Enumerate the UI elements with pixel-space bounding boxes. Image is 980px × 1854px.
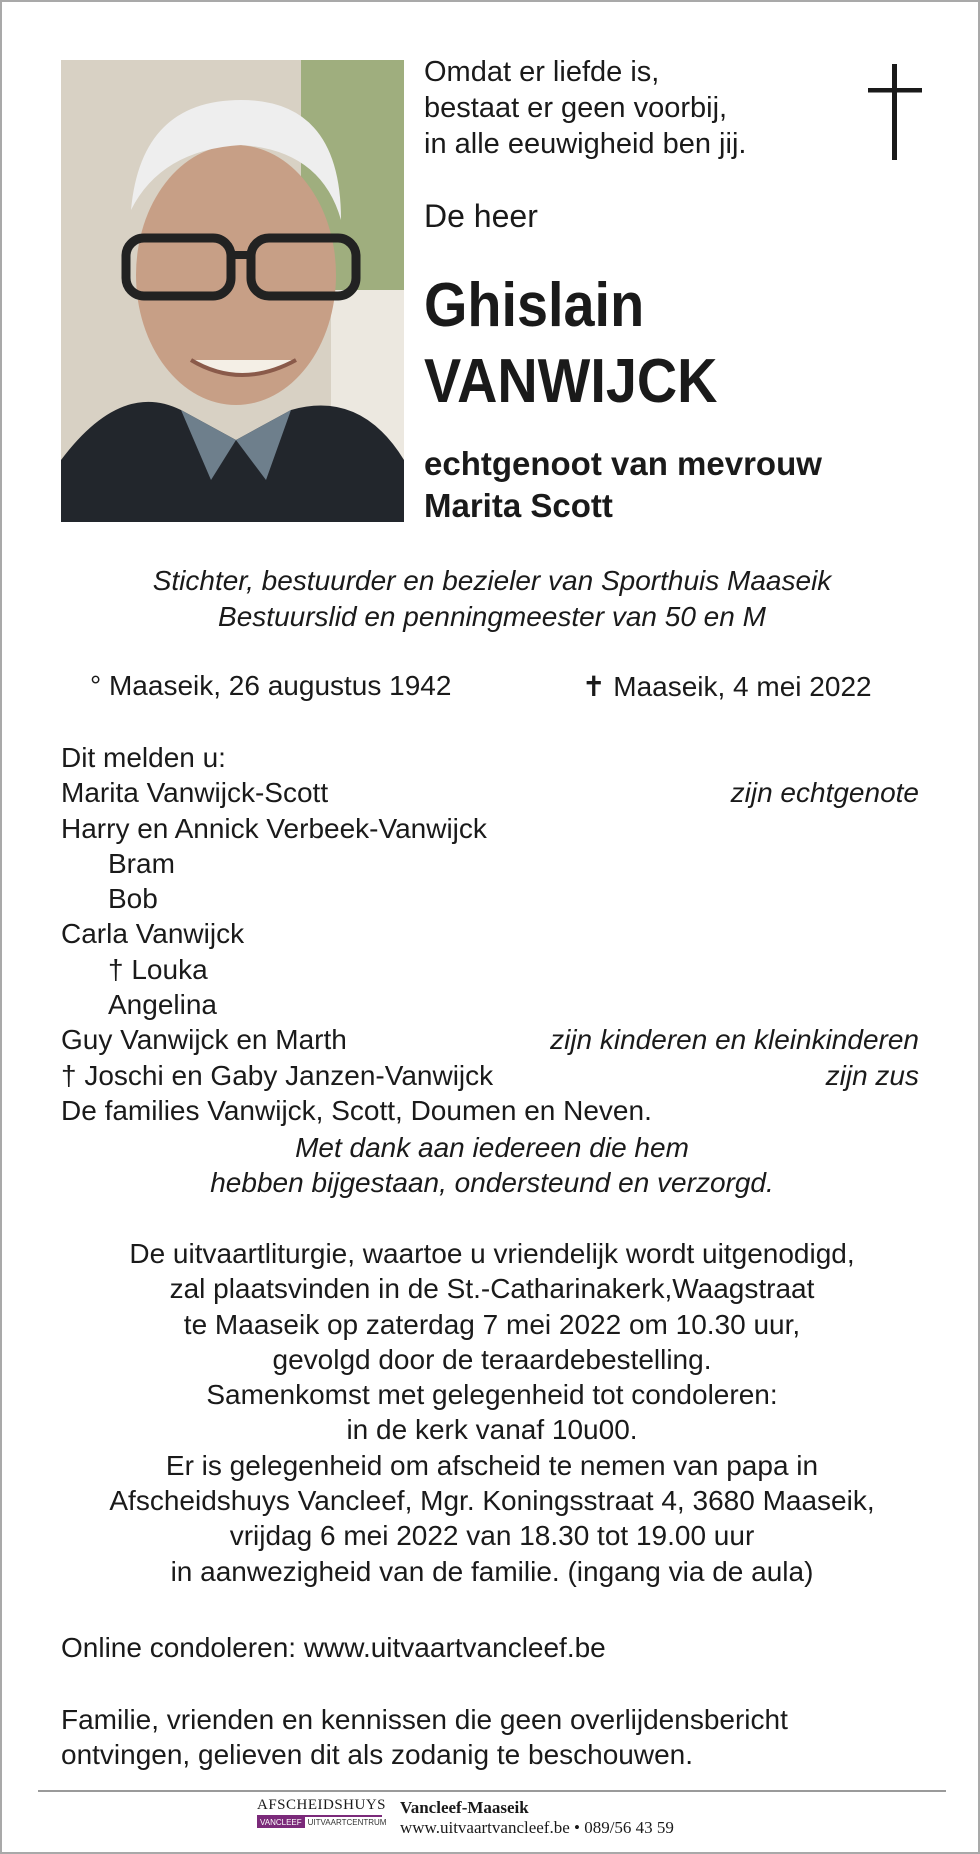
honorific: De heer (424, 198, 538, 234)
relation: zijn echtgenote (730, 777, 919, 809)
family-note: Familie, vrienden en kennissen die geen overlijdensbericht ontvingen, gelieven dit als zodanig te beschouwen. (61, 1704, 788, 1771)
funeral-home-logo (257, 1797, 387, 1831)
deceased-name (424, 268, 717, 420)
list-item: Angelina (108, 989, 217, 1021)
ceremony-info: De uitvaartliturgie, waartoe u vriendelijk wordt uitgenodigd, zal plaatsvinden in de St.-Catharinakerk,Waagstraat te Maaseik op zaterdag 7 mei 2022 om 10.30 uur, gevolgd door de teraardebestelling. Samenkomst met gelegenheid tot condoleren: in de kerk vanaf 10u00. Er is gelegenheid om afscheid te nemen van papa in Afscheidshuys Vancleef, Mgr. Koningsstraat 4, 3680 Maaseik, vrijdag 6 mei 2022 van 18.30 tot 19.00 uur in aanwezigheid van de familie. (ingang via de aula) (109, 1238, 875, 1587)
relation: zijn kinderen en kleinkinderen (550, 1024, 919, 1056)
spouse-info (424, 443, 822, 527)
portrait-photo (61, 60, 404, 522)
footer-divider (38, 1790, 946, 1792)
first-name: Ghislain (424, 271, 645, 340)
death-date: ✝ Maaseik, 4 mei 2022 (582, 671, 872, 702)
list-item: Marita Vanwijck-Scott zijn echtgenote (61, 775, 919, 810)
list-item: Carla Vanwijck (61, 918, 245, 950)
spouse-name: Marita Scott (424, 487, 613, 524)
footer-contact (400, 1798, 674, 1838)
announcement-list (61, 740, 919, 1128)
logo-sub-right: UITVAARTCENTRUM (307, 1818, 387, 1827)
birth-date: ° Maaseik, 26 augustus 1942 (90, 670, 452, 701)
cross-icon (866, 62, 924, 162)
logo-sub-left: VANCLEEF (257, 1817, 305, 1828)
logo-wordmark: AFSCHEIDSHUYS (257, 1797, 382, 1817)
list-item: Harry en Annick Verbeek-Vanwijck (61, 812, 487, 844)
contact-line: www.uitvaartvancleef.be • 089/56 43 59 (400, 1818, 674, 1837)
list-item: † Joschi en Gaby Janzen-Vanwijck zijn zus (61, 1058, 919, 1093)
org-name: Vancleef-Maaseik (400, 1798, 529, 1817)
thanks-text: Met dank aan iedereen die hem hebben bijgestaan, ondersteund en verzorgd. (210, 1132, 774, 1199)
online-condolence: Online condoleren: www.uitvaartvancleef.be (61, 1632, 606, 1663)
list-item: Guy Vanwijck en Marth zijn kinderen en kleinkinderen (61, 1022, 919, 1057)
spouse-line: echtgenoot van mevrouw (424, 445, 822, 482)
announce-intro: Dit melden u: (61, 742, 226, 773)
list-item: De families Vanwijck, Scott, Doumen en Neven. (61, 1094, 652, 1126)
list-item: Bram (108, 847, 175, 879)
poem (424, 54, 824, 162)
last-name: VANWIJCK (424, 347, 718, 416)
list-item: Bob (108, 883, 158, 915)
relation: zijn zus (825, 1059, 919, 1091)
list-item: † Louka (108, 953, 208, 985)
role-line: Stichter, bestuurder en bezieler van Sporthuis Maaseik (152, 565, 832, 596)
poem-line: bestaat er geen voorbij, (424, 92, 728, 124)
role-line: Bestuurslid en penningmeester van 50 en M (218, 601, 766, 632)
poem-line: in alle eeuwigheid ben jij. (424, 128, 747, 160)
roles (2, 563, 980, 635)
poem-line: Omdat er liefde is, (424, 56, 660, 88)
